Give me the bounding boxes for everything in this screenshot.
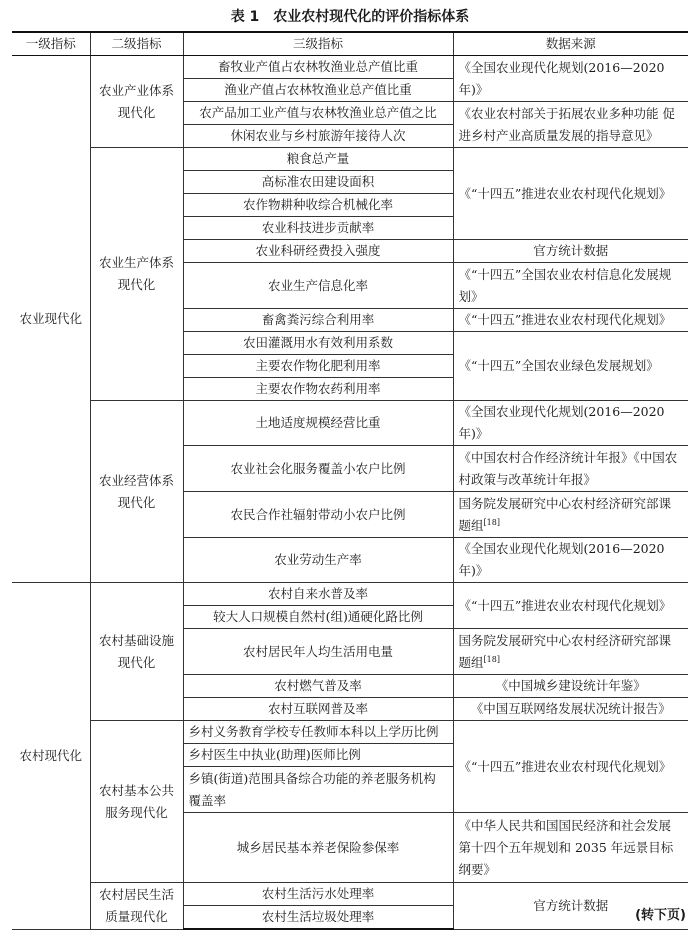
source-cell: 《“十四五”推进农业农村现代化规划》 xyxy=(453,721,688,813)
indicator-cell: 渔业产值占农林牧渔业总产值比重 xyxy=(183,79,453,102)
indicator-cell: 农业科研经费投入强度 xyxy=(183,240,453,263)
table-row xyxy=(12,401,688,446)
source-cell: 《中国互联网络发展状况统计报告》 xyxy=(453,698,688,721)
header-level1: 一级指标 xyxy=(12,32,90,56)
source-cell: 官方统计数据 xyxy=(453,883,688,930)
source-cell: 《全国农业现代化规划(2016—2020年)》 xyxy=(453,56,688,102)
header-row xyxy=(12,32,688,56)
source-cell: 官方统计数据 xyxy=(453,240,688,263)
indicator-table xyxy=(12,31,688,930)
indicator-cell: 畜牧业产值占农林牧渔业总产值比重 xyxy=(183,56,453,79)
header-level2: 二级指标 xyxy=(90,32,183,56)
level2-cell: 农业经营体系现代化 xyxy=(90,401,183,583)
indicator-cell: 农村居民年人均生活用电量 xyxy=(183,629,453,675)
indicator-cell: 农业科技进步贡献率 xyxy=(183,217,453,240)
indicator-cell: 乡镇(街道)范围具备综合功能的养老服务机构覆盖率 xyxy=(183,767,453,813)
source-cell: 《中华人民共和国国民经济和社会发展第十四个五年规划和 2035 年远景目标纲要》 xyxy=(453,813,688,883)
source-cell: 《“十四五”推进农业农村现代化规划》 xyxy=(453,583,688,629)
indicator-cell: 较大人口规模自然村(组)通硬化路比例 xyxy=(183,606,453,629)
indicator-cell: 城乡居民基本养老保险参保率 xyxy=(183,813,453,883)
source-text: 国务院发展研究中心农村经济研究部课题组 xyxy=(458,632,672,670)
indicator-cell: 休闲农业与乡村旅游年接待人次 xyxy=(183,125,453,148)
header-level3: 三级指标 xyxy=(183,32,453,56)
indicator-cell: 农业生产信息化率 xyxy=(183,263,453,309)
table-row xyxy=(12,148,688,171)
level2-cell: 农村基本公共服务现代化 xyxy=(90,721,183,883)
indicator-cell: 乡村医生中执业(助理)医师比例 xyxy=(183,744,453,767)
source-cell: 《“十四五”全国农业农村信息化发展规划》 xyxy=(453,263,688,309)
level2-cell: 农村基础设施现代化 xyxy=(90,583,183,721)
continued-note: (转下页) xyxy=(635,908,686,923)
source-text: 国务院发展研究中心农村经济研究部课题组 xyxy=(458,495,672,533)
source-cell: 《中国城乡建设统计年鉴》 xyxy=(453,675,688,698)
level2-cell: 农业生产体系现代化 xyxy=(90,148,183,401)
indicator-cell: 乡村义务教育学校专任教师本科以上学历比例 xyxy=(183,721,453,744)
indicator-cell: 农业劳动生产率 xyxy=(183,538,453,583)
indicator-cell: 农村燃气普及率 xyxy=(183,675,453,698)
table-row xyxy=(12,721,688,744)
indicator-cell: 农作物耕种收综合机械化率 xyxy=(183,194,453,217)
table-row xyxy=(12,883,688,906)
indicator-cell: 农田灌溉用水有效利用系数 xyxy=(183,332,453,355)
reference-mark: [18] xyxy=(483,517,500,527)
source-cell: 《全国农业现代化规划(2016—2020年)》 xyxy=(453,401,688,446)
source-cell: 《中国农村合作经济统计年报》《中国农村政策与改革统计年报》 xyxy=(453,446,688,492)
source-cell: 《“十四五”推进农业农村现代化规划》 xyxy=(453,309,688,332)
indicator-cell: 农村自来水普及率 xyxy=(183,583,453,606)
indicator-cell: 粮食总产量 xyxy=(183,148,453,171)
indicator-cell: 农村生活垃圾处理率 xyxy=(183,906,453,930)
source-cell: 《“十四五”全国农业绿色发展规划》 xyxy=(453,332,688,401)
source-cell: 《全国农业现代化规划(2016—2020年)》 xyxy=(453,538,688,583)
indicator-cell: 农产品加工业产值与农林牧渔业总产值之比 xyxy=(183,102,453,125)
indicator-cell: 农村生活污水处理率 xyxy=(183,883,453,906)
level1-cell: 农村现代化 xyxy=(12,583,90,930)
table-row xyxy=(12,56,688,79)
source-cell: 《农业农村部关于拓展农业多种功能 促进乡村产业高质量发展的指导意见》 xyxy=(453,102,688,148)
table-caption: 表 1 农业农村现代化的评价指标体系 xyxy=(230,9,470,25)
reference-mark: [18] xyxy=(483,654,500,664)
indicator-cell: 农村互联网普及率 xyxy=(183,698,453,721)
indicator-cell: 主要农作物农药利用率 xyxy=(183,378,453,401)
indicator-cell: 农业社会化服务覆盖小农户比例 xyxy=(183,446,453,492)
header-source: 数据来源 xyxy=(453,32,688,56)
indicator-cell: 畜禽粪污综合利用率 xyxy=(183,309,453,332)
level2-cell: 农村居民生活质量现代化 xyxy=(90,883,183,930)
level1-cell: 农业现代化 xyxy=(12,56,90,583)
source-cell xyxy=(453,629,688,675)
table-row xyxy=(12,583,688,606)
indicator-cell: 农民合作社辐射带动小农户比例 xyxy=(183,492,453,538)
indicator-cell: 土地适度规模经营比重 xyxy=(183,401,453,446)
source-cell xyxy=(453,492,688,538)
indicator-cell: 主要农作物化肥利用率 xyxy=(183,355,453,378)
indicator-cell: 高标准农田建设面积 xyxy=(183,171,453,194)
source-cell: 《“十四五”推进农业农村现代化规划》 xyxy=(453,148,688,240)
level2-cell: 农业产业体系现代化 xyxy=(90,56,183,148)
